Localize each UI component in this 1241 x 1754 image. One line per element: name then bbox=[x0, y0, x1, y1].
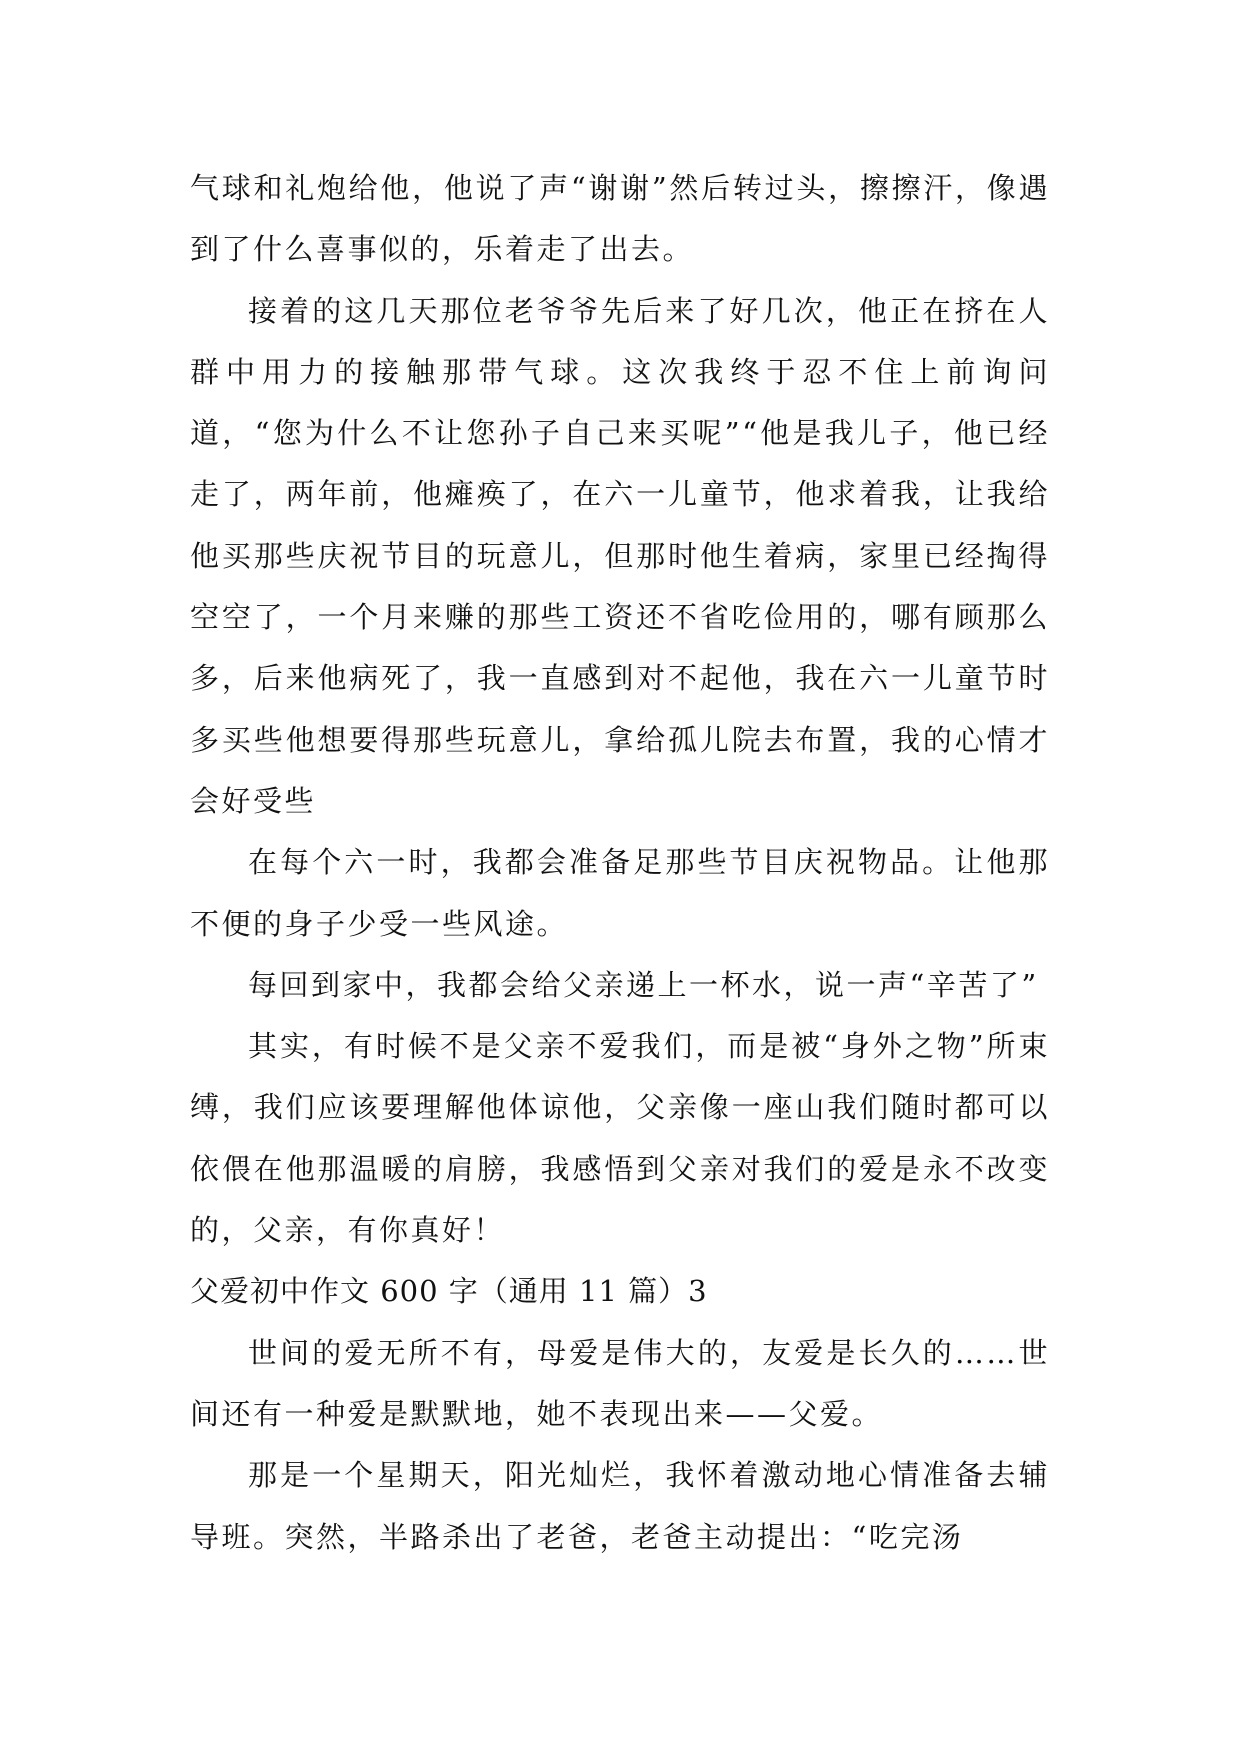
paragraph: 其实，有时候不是父亲不爱我们，而是被“身外之物”所束缚，我们应该要理解他体谅他，父亲像一座山我们随时都可以依偎在他那温暖的肩膀，我感悟到父亲对我们的爱是永不改变的，父亲，有你真好！ bbox=[190, 1029, 1050, 1248]
paragraph: 气球和礼炮给他，他说了声“谢谢”然后转过头，擦擦汗，像遇到了什么喜事似的，乐着走了出去。 bbox=[190, 171, 1050, 267]
section-heading: 父爱初中作文 600 字（通用 11 篇）3 bbox=[190, 1274, 708, 1309]
paragraph: 那是一个星期天，阳光灿烂，我怀着激动地心情准备去辅导班。突然，半路杀出了老爸，老爸主动提出：“吃完汤 bbox=[190, 1458, 1050, 1554]
paragraph: 世间的爱无所不有，母爱是伟大的，友爱是长久的……世间还有一种爱是默默地，她不表现出来——父爱。 bbox=[190, 1335, 1050, 1431]
paragraph: 在每个六一时，我都会准备足那些节目庆祝物品。让他那不便的身子少受一些风途。 bbox=[190, 845, 1050, 941]
paragraph: 每回到家中，我都会给父亲递上一杯水，说一声“辛苦了” bbox=[248, 967, 1039, 1002]
paragraph: 接着的这几天那位老爷爷先后来了好几次，他正在挤在人群中用力的接触那带气球。这次我终于忍不住上前询问道，“您为什么不让您孙子自己来买呢”“他是我儿子，他已经走了，两年前，他瘫痪了，在六一儿童节，他求着我，让我给他买那些庆祝节目的玩意儿，但那时他生着病，家里已经掏得空空了，一个月来赚的那些工资还不省吃俭用的，哪有顾那么多，后来他病死了，我一直感到对不起他，我在六一儿童节时多买些他想要得那些玩意儿，拿给孤儿院去布置，我的心情才会好受些 bbox=[190, 293, 1050, 818]
document-body bbox=[190, 158, 1050, 1568]
